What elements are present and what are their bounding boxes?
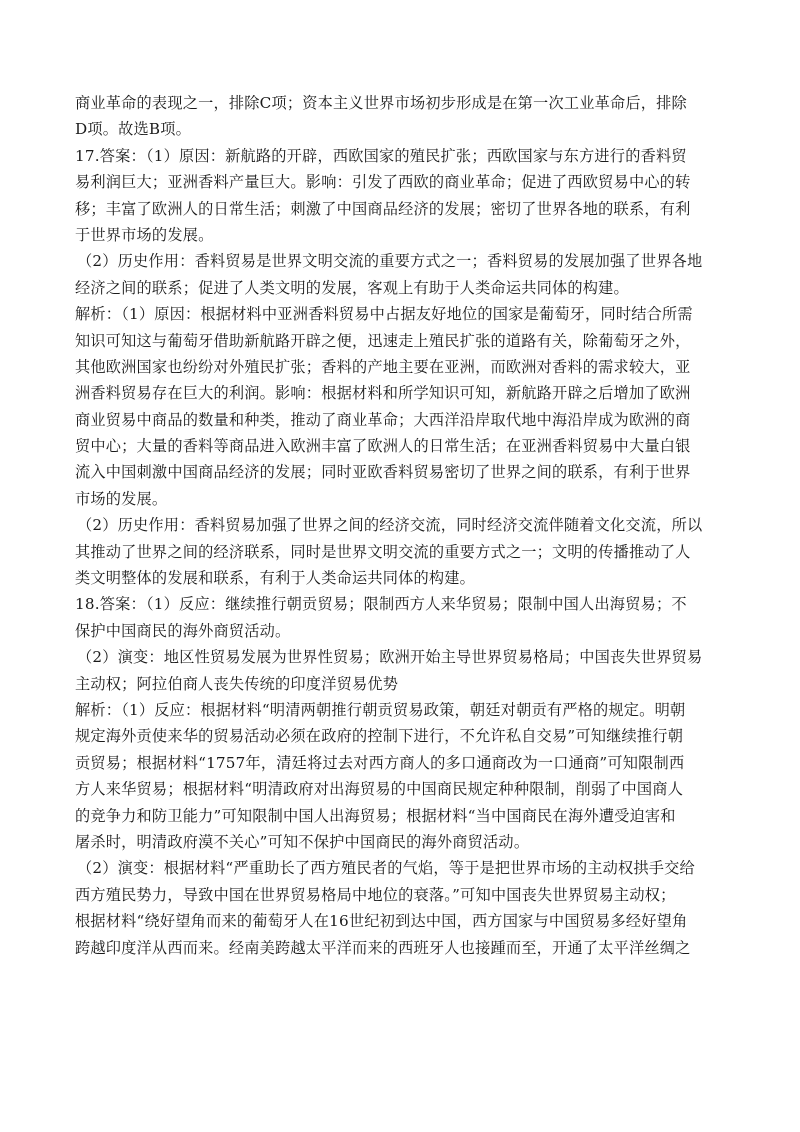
text-line: 于世界市场的发展。	[75, 225, 214, 244]
text-line: 西方殖民势力，导致中国在世界贸易格局中地位的衰落。”可知中国丧失世界贸易主动权；	[75, 885, 676, 904]
text-line: （2）演变：地区性贸易发展为世界性贸易；欧洲开始主导世界贸易格局；中国丧失世界贸易	[77, 648, 703, 667]
text-line: 市场的发展。	[75, 489, 168, 508]
text-line: 根据材料“绕好望角而来的葡萄牙人在16世纪初到达中国，西方国家与中国贸易多经好望角	[75, 912, 688, 931]
text-line: 的竞争力和防卫能力”可知限制中国人出海贸易；根据材料“当中国商民在海外遭受迫害和	[75, 806, 676, 825]
text-line: 保护中国商民的海外商贸活动。	[75, 621, 291, 640]
text-line: 规定海外贡使来华的贸易活动必须在政府的控制下进行，不允许私自交易”可知继续推行朝	[75, 727, 684, 746]
text-line: 移；丰富了欧洲人的日常生活；刺激了中国商品经济的发展；密切了世界各地的联系，有利	[75, 199, 691, 218]
text-line: D项。故选B项。	[75, 120, 192, 139]
analysis-17-heading: 解析：（1）原因：根据材料中亚洲香料贸易中占据友好地位的国家是葡萄牙，同时结合所需	[75, 305, 693, 324]
text-line: （2）历史作用：香料贸易是世界文明交流的重要方式之一；香料贸易的发展加强了世界各地	[77, 252, 703, 271]
text-line: 洲香料贸易存在巨大的利润。影响：根据材料和所学知识可知，新航路开辟之后增加了欧洲	[75, 384, 691, 403]
text-line: 贸中心；大量的香料等商品进入欧洲丰富了欧洲人的日常生活；在亚洲香料贸易中大量白银	[75, 437, 691, 456]
text-line: 方人来华贸易；根据材料“明清政府对出海贸易的中国商民规定种种限制，削弱了中国商人	[75, 780, 684, 799]
text-line: （2）历史作用：香料贸易加强了世界之间的经济交流，同时经济交流伴随着文化交流，所以	[77, 516, 703, 535]
analysis-18-heading: 解析：（1）反应：根据材料“明清两朝推行朝贡贸易政策，朝廷对朝贡有严格的规定。明朝	[75, 700, 686, 719]
text-line: 知识可知这与葡萄牙借助新航路开辟之便，迅速走上殖民扩张的道路有关，除葡萄牙之外，	[75, 331, 691, 350]
text-line: 经济之间的联系；促进了人类文明的发展，客观上有助于人类命运共同体的构建。	[75, 278, 629, 297]
text-line: 贡贸易；根据材料“1757年，清廷将过去对西方商人的多口通商改为一口通商”可知限制西	[75, 753, 685, 772]
text-line: （2）演变：根据材料“严重助长了西方殖民者的气焰，等于是把世界市场的主动权拱手交给	[77, 859, 695, 878]
text-line: 类文明整体的发展和联系，有利于人类命运共同体的构建。	[75, 569, 476, 588]
text-line: 商业革命的表现之一，排除C项；资本主义世界市场初步形成是在第一次工业革命后，排除	[75, 94, 687, 112]
text-line: 易利润巨大；亚洲香料产量巨大。影响：引发了西欧的商业革命；促进了西欧贸易中心的转	[75, 173, 691, 192]
text-line: 主动权；阿拉伯商人丧失传统的印度洋贸易优势	[75, 674, 399, 693]
text-line: 跨越印度洋从西而来。经南美跨越太平洋而来的西班牙人也接踵而至，开通了太平洋丝绸之	[75, 938, 691, 957]
text-line: 商业贸易中商品的数量和种类，推动了商业革命；大西洋沿岸取代地中海沿岸成为欧洲的商	[75, 410, 691, 429]
text-line: 其推动了世界之间的经济联系，同时是世界文明交流的重要方式之一；文明的传播推动了人	[75, 542, 691, 561]
answer-18-heading: 18.答案：（1）反应：继续推行朝贡贸易；限制西方人来华贸易；限制中国人出海贸易；不	[75, 595, 687, 614]
text-line: 屠杀时，明清政府漠不关心”可知不保护中国商民的海外商贸活动。	[75, 832, 530, 851]
text-line: 流入中国刺激中国商品经济的发展；同时亚欧香料贸易密切了世界之间的联系，有利于世界	[75, 463, 691, 482]
text-line: 其他欧洲国家也纷纷对外殖民扩张；香料的产地主要在亚洲，而欧洲对香料的需求较大，亚	[75, 357, 691, 376]
document-body	[75, 90, 735, 961]
answer-17-heading: 17.答案：（1）原因：新航路的开辟，西欧国家的殖民扩张；西欧国家与东方进行的香料贸	[75, 146, 687, 165]
